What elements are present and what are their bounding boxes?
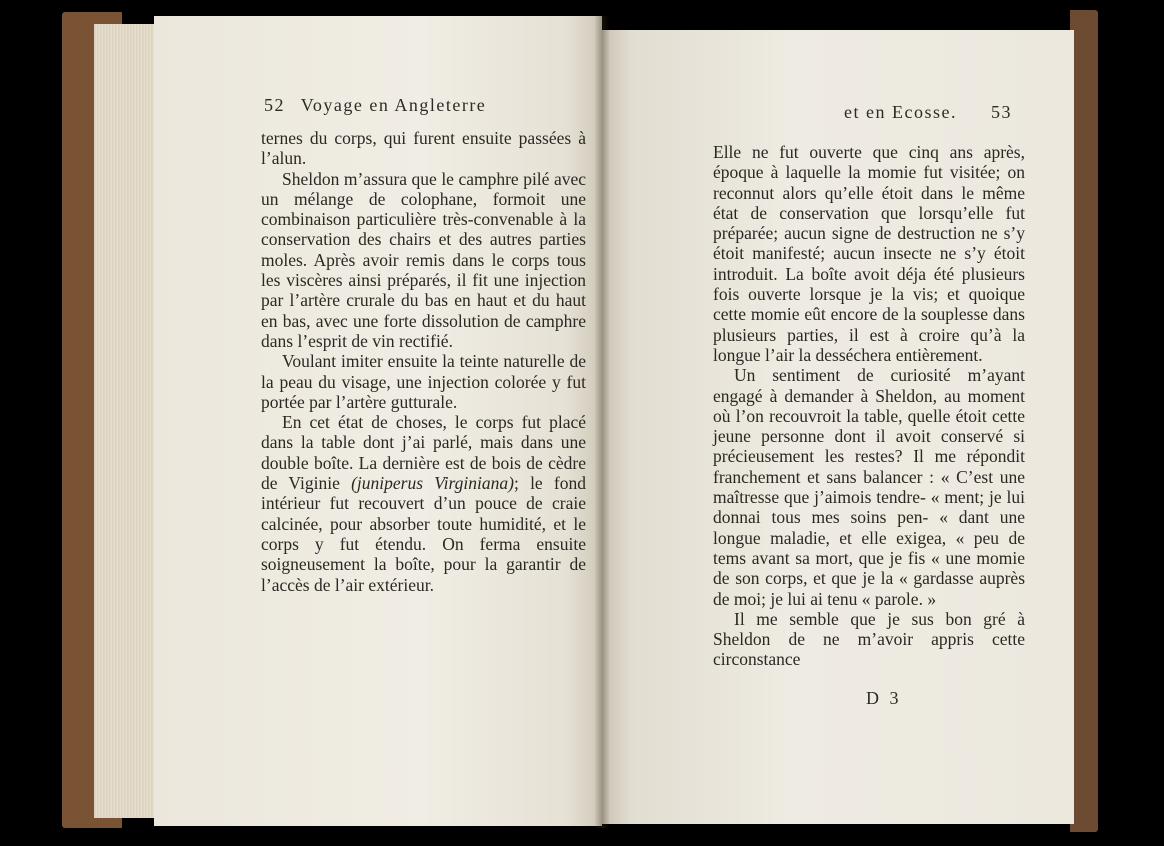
paragraph: ternes du corps, qui furent ensuite passées à l’alun. [261, 128, 586, 169]
paragraph-text: En cet état de choses, le corps fut placé dans la table dont j’ai parlé, mais dans une double boîte. La dernière est de bois de cèdre de Viginie [261, 412, 586, 494]
latin-name: (juniperus Virginiana) [351, 473, 514, 494]
paragraph [261, 412, 586, 595]
page-number: 53 [991, 102, 1012, 122]
signature-mark: D 3 [866, 688, 902, 708]
right-page-text [713, 142, 1025, 670]
page-number: 52 [264, 95, 285, 115]
paragraph: Sheldon m’assura que le camphre pilé avec un mélange de colophane, formoit une combinaison particulière très-convenable à la conservation des chairs et des autres parties moles. Après avoir remis dans le corps tous les viscères ainsi préparés, il fit une injection par l’artère crurale du bas en haut et du haut en bas, avec une forte dissolution de camphre dans l’esprit de vin rectifié. [261, 168, 586, 351]
paragraph: Un sentiment de curiosité m’ayant engagé à demander à Sheldon, au moment où l’on recouvroit la table, quelle étoit cette jeune personne dont il avoit conservé si précieusement les restes? Il me répondit franchement et sans balancer : « C’est une maîtresse que j’aimois tendre- « ment; je lui donnai tous mes soins pen- « dant une longue maladie, et elle exigea, « peu de tems avant sa mort, que je fis « une momie de son corps, et que je la « gardasse auprès de moi; je lui ai tenu « parole. » [713, 365, 1025, 609]
right-page [602, 30, 1074, 824]
book-gutter [594, 16, 610, 828]
paragraph-text: ; le fond intérieur fut recouvert d’un pouce de craie calcinée, pour absorber toute humidité, et le corps y fut étendu. On ferma ensuite soigneusement la boîte, pour la garantir de l’accès de l’air extérieur. [261, 473, 586, 595]
book-cover-right [1070, 10, 1098, 832]
right-page-header [792, 102, 1012, 123]
paragraph: Elle ne fut ouverte que cinq ans après, époque à laquelle la momie fut visitée; on reconnut alors qu’elle étoit dans le même état de conservation que lorsqu’elle fut préparée; aucun signe de destruction ne s’y étoit manifesté; aucun insecte ne s’y étoit introduit. La boîte avoit déja été plusieurs fois ouverte lorsque je la vis; et quoique cette momie eût encore de la souplesse dans plusieurs parties, il est à croire qu’à la longue l’air la desséchera entièrement. [713, 142, 1025, 365]
left-page-header [264, 95, 486, 116]
open-book [62, 10, 1098, 832]
page-edges [94, 24, 158, 818]
running-head: et en Ecosse. [844, 102, 957, 122]
paragraph: Il me semble que je sus bon gré à Sheldon de ne m’avoir appris cette circonstance [713, 608, 1025, 670]
running-head: Voyage en Angleterre [300, 95, 487, 115]
left-page [154, 16, 602, 826]
left-page-text [261, 128, 586, 595]
paragraph: Voulant imiter ensuite la teinte naturelle de la peau du visage, une injection colorée y fut portée par l’artère gutturale. [261, 351, 586, 412]
